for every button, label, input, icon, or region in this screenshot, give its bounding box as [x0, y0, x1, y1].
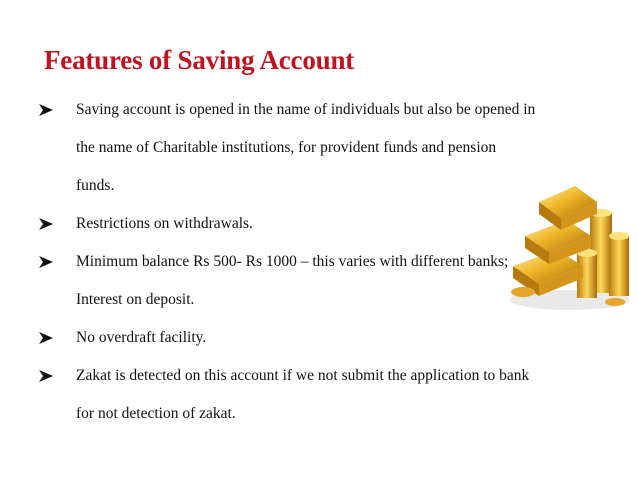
checkmark-arrow-icon	[38, 357, 58, 395]
checkmark-arrow-icon	[38, 91, 58, 129]
checkmark-arrow-icon	[38, 319, 58, 357]
checkmark-arrow-icon	[38, 243, 58, 281]
bullet-text: Saving account is opened in the name of individuals but also be opened in the name of Charitable institutions, for provident funds and pension funds.	[76, 101, 536, 194]
bullet-text: Restrictions on withdrawals.	[76, 215, 253, 232]
bullet-text: Zakat is detected on this account if we not submit the application to bank for not detection of zakat.	[76, 367, 530, 422]
checkmark-arrow-icon	[38, 205, 58, 243]
bullet-text: No overdraft facility.	[76, 329, 207, 346]
bullet-list	[36, 91, 536, 433]
bullet-item	[36, 243, 536, 319]
bullet-item	[36, 357, 536, 433]
bullet-item	[36, 205, 536, 243]
gold-bars-coins-icon	[505, 158, 635, 318]
bullet-item	[36, 91, 536, 205]
bullet-item	[36, 319, 536, 357]
slide-title: Features of Saving Account	[44, 45, 355, 75]
bullet-text: Minimum balance Rs 500- Rs 1000 – this varies with different banks; Interest on deposit.	[76, 253, 509, 308]
